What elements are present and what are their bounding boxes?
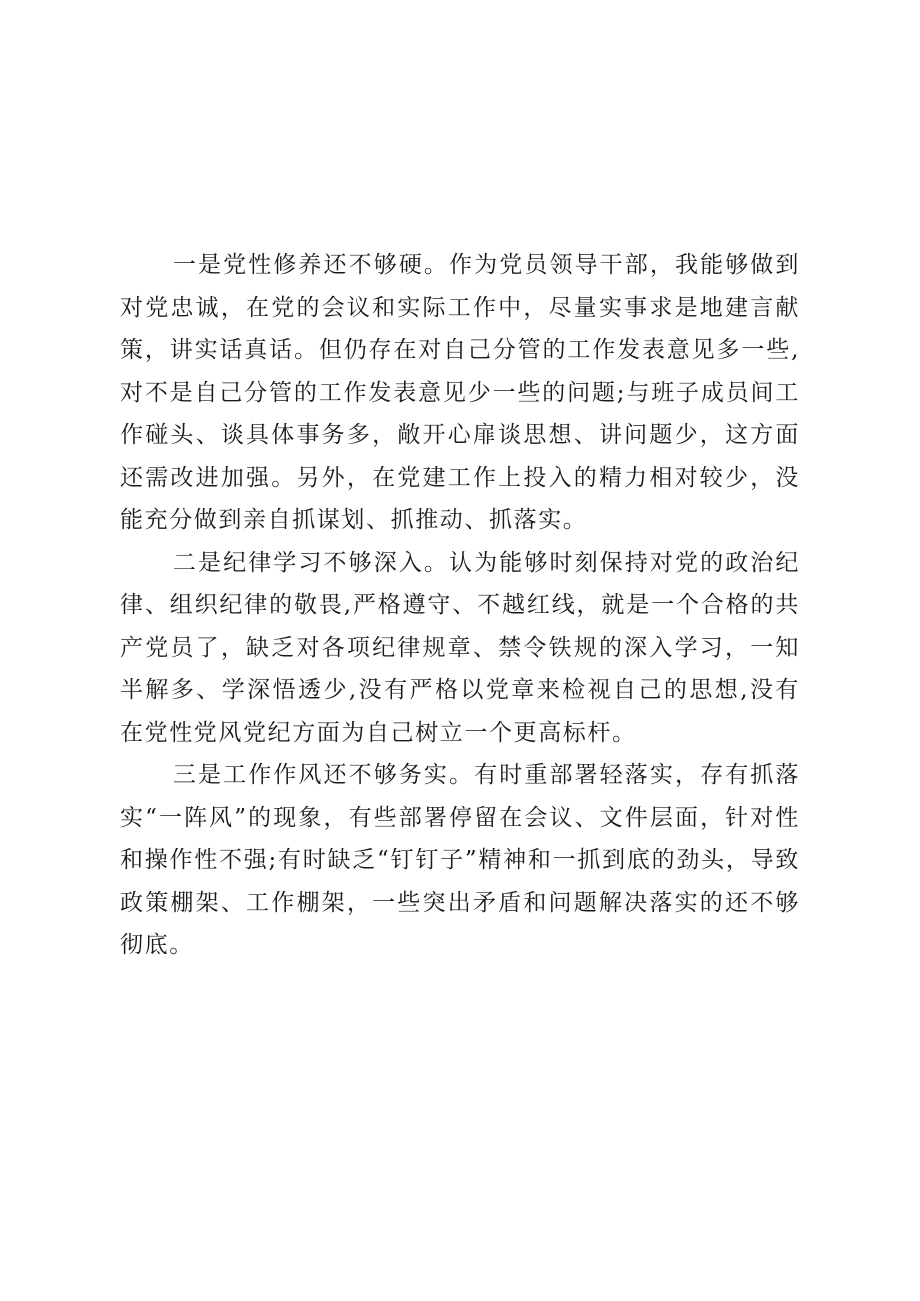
- paragraph-party-spirit: 一是党性修养还不够硬。作为党员领导干部，我能够做到对党忠诚，在党的会议和实际工作中，尽量实事求是地建言献策，讲实话真话。但仍存在对自己分管的工作发表意见多一些,对不是自己分管的工作发表意见少一些的问题;与班子成员间工作碰头、谈具体事务多，敞开心扉谈思想、讲问题少，这方面还需改进加强。另外，在党建工作上投入的精力相对较少，没能充分做到亲自抓谋划、抓推动、抓落实。: [120, 252, 800, 533]
- document-body: [120, 244, 800, 967]
- paragraph-work-style: 三是工作作风还不够务实。有时重部署轻落实，存有抓落实“一阵风”的现象，有些部署停留在会议、文件层面，针对性和操作性不强;有时缺乏“钉钉子”精神和一抓到底的劲头，导致政策棚架、工作棚架，一些突出矛盾和问题解决落实的还不够彻底。: [120, 762, 800, 958]
- paragraph-discipline-study: 二是纪律学习不够深入。认为能够时刻保持对党的政治纪律、组织纪律的敬畏,严格遵守、不越红线，就是一个合格的共产党员了，缺乏对各项纪律规章、禁令铁规的深入学习，一知半解多、学深悟透少,没有严格以党章来检视自己的思想,没有在党性党风党纪方面为自己树立一个更高标杆。: [120, 549, 800, 746]
